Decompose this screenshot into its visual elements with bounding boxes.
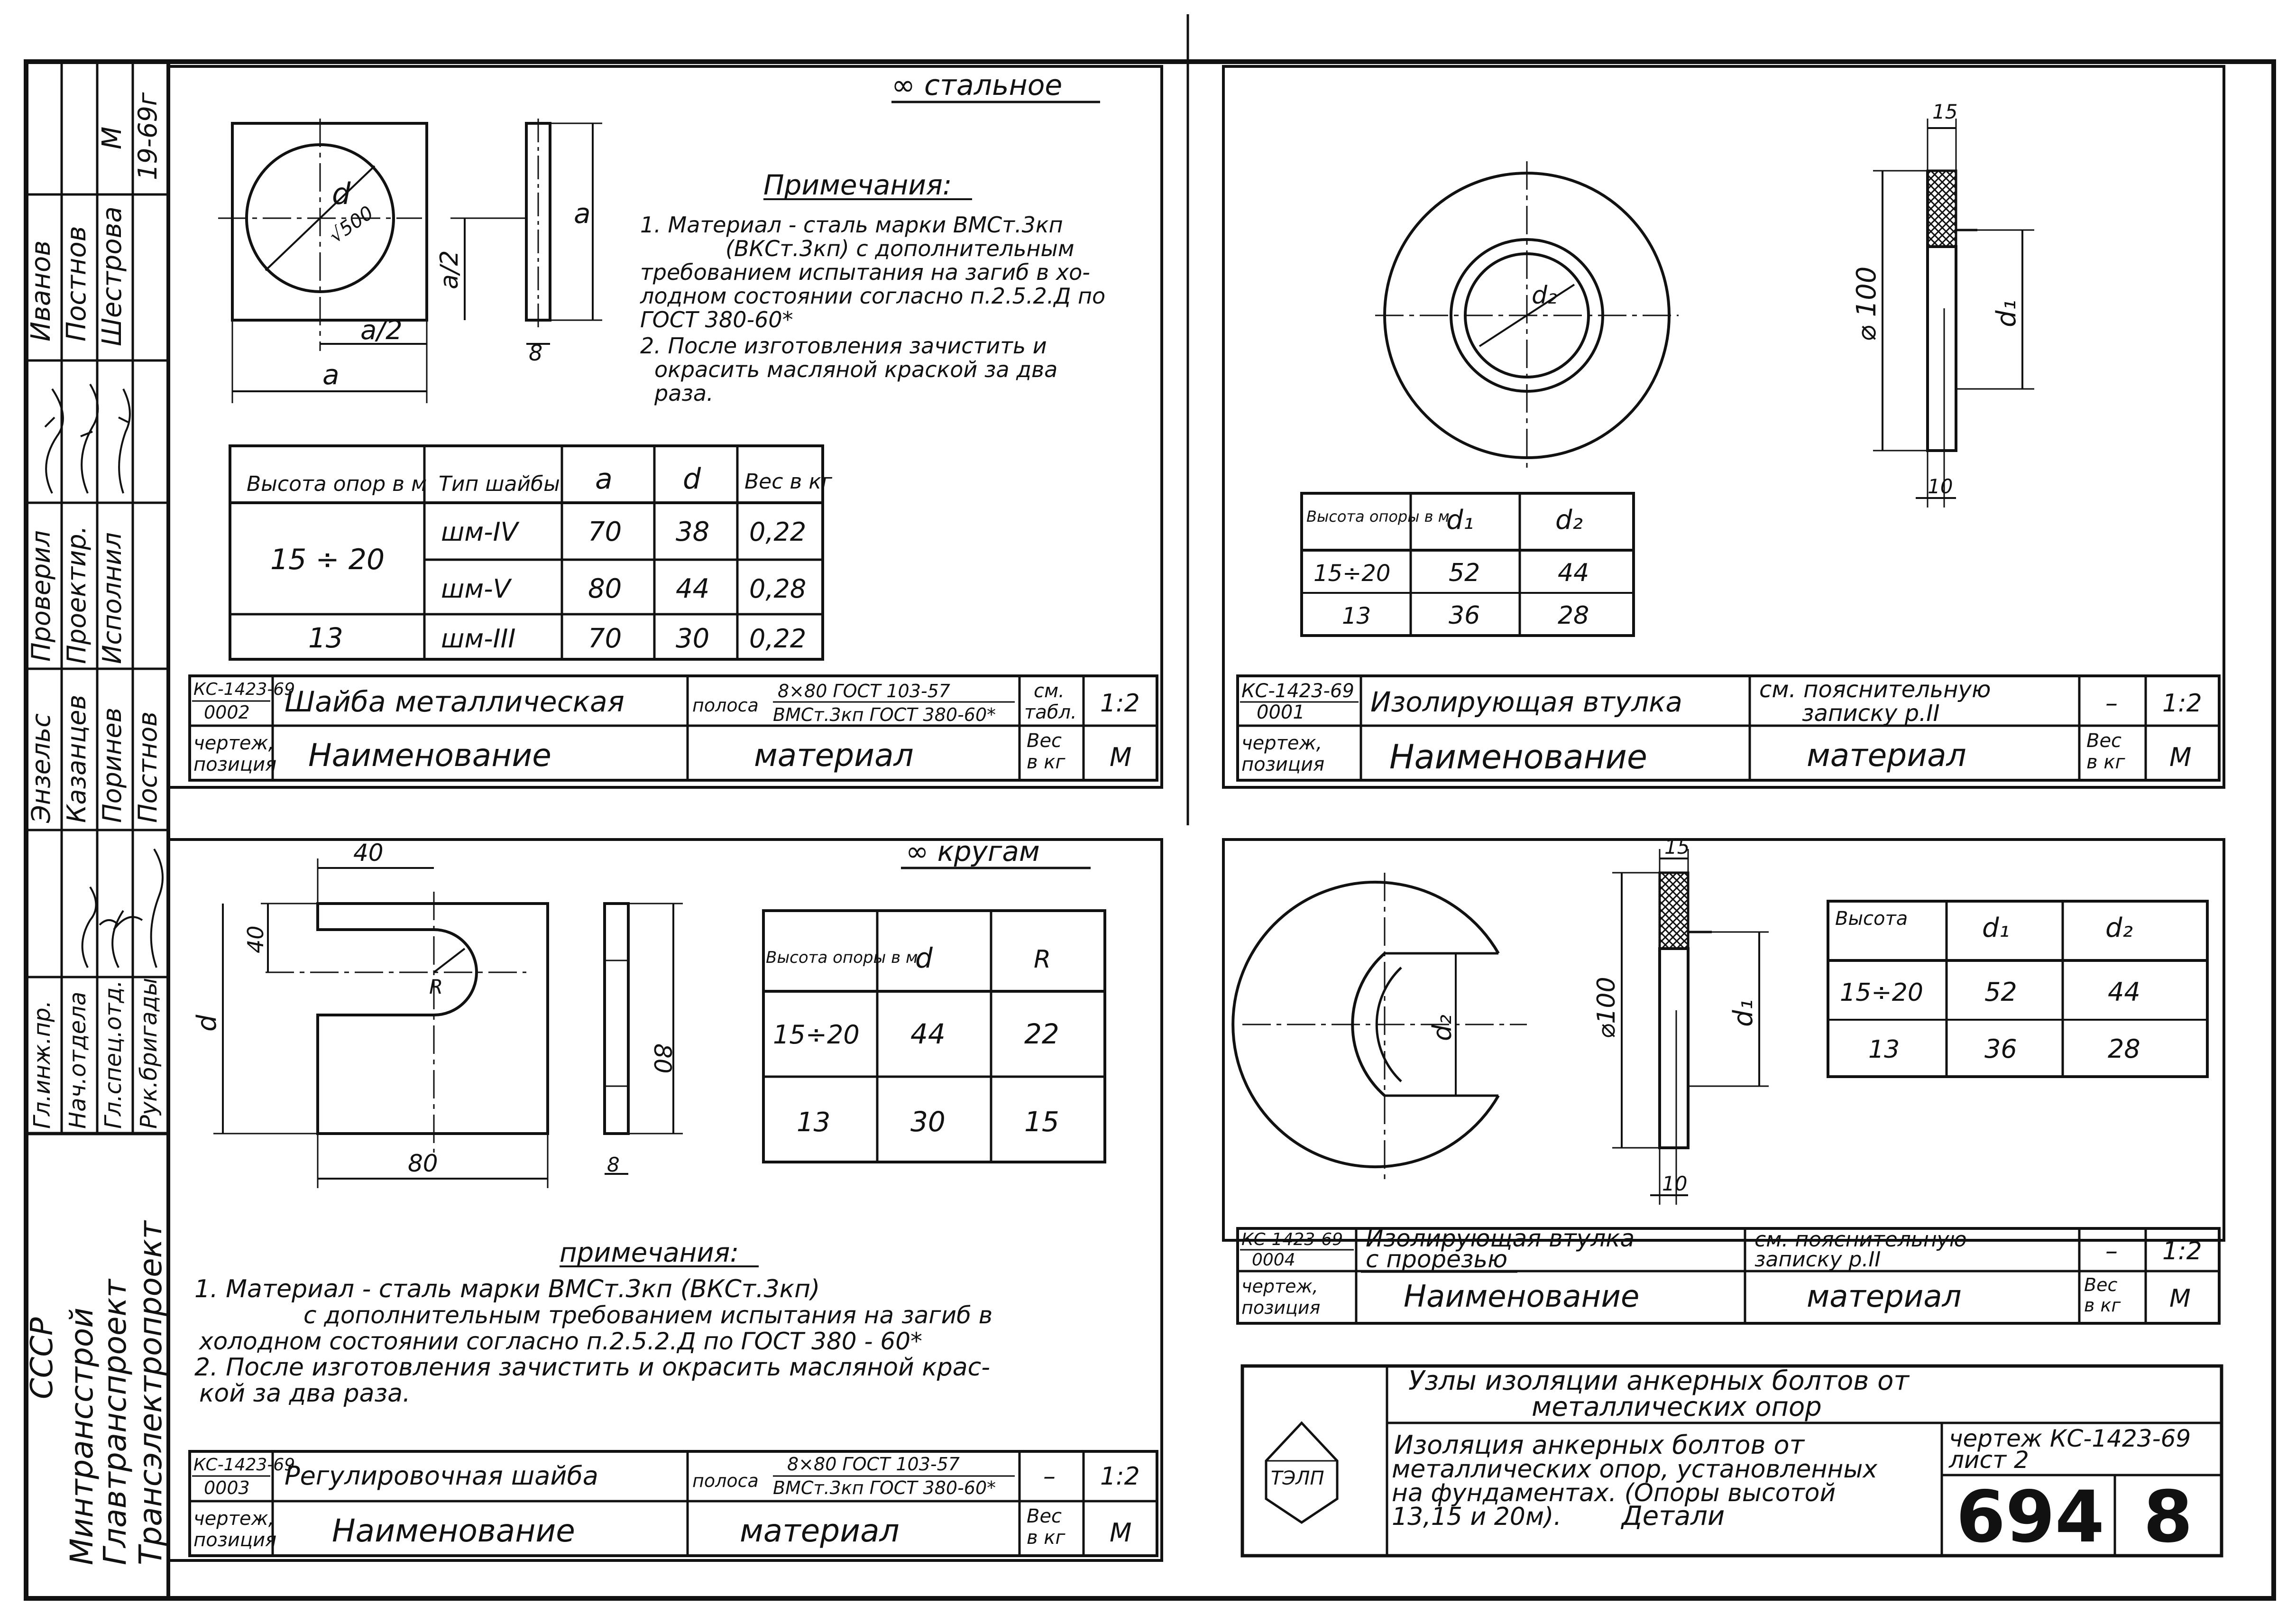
cell-r2-d1: 36 [1449,601,1480,630]
panel-insulating-bushing [1223,66,2224,787]
stamp-mat-prefix: полоса [692,695,759,716]
cell-r1-h: 15÷20 [773,1020,860,1050]
stamp-h1: чертеж, [1241,732,1322,754]
stamp-h-mat: материал [1807,1279,1962,1314]
stamp-scale: 1:2 [2162,689,2202,718]
strip-role-dept-head: Нач.отдела [64,991,91,1129]
cell-r1-type: шм-IV [441,517,518,547]
strip-role-executed: Исполнил [97,532,127,664]
stamp-h-name: Наименование [1389,738,1647,776]
stamp-h-w1: Вес [2084,1274,2118,1295]
album-number: 694 [1956,1476,2105,1559]
front-d2-label: d₂ [1427,1015,1457,1041]
stamp-h-sc: М [2169,742,2192,772]
note-line-8: раза. [654,380,714,406]
washer-side-view [435,119,602,366]
th-R: R [1034,945,1051,974]
dim-a-side: a [574,197,591,230]
th-type: Тип шайбы [439,472,560,496]
dim-a2-bottom: a/2 [360,315,403,346]
cell-r1-h: 15÷20 [1840,978,1923,1007]
strip-r1-c3: 19-69г [133,92,163,180]
organization-logo [1266,1423,1337,1522]
signature-1 [45,389,63,493]
strip-name-kazantsev: Казанцев [62,694,92,823]
dim-80-side: 80 [649,1043,676,1074]
dim-40-top: 40 [353,839,384,867]
stamp-h1: чертеж, [193,732,275,754]
stamp-scale: 1:2 [1100,689,1140,718]
cell-r2-type: шм-V [441,574,511,604]
stamp-code: КС-1423-69 [1241,1230,1343,1249]
cell-r1-d2: 44 [2108,977,2140,1007]
cell-r2-d: 44 [676,573,710,604]
note-line-7: окрасить масляной краской за два [654,357,1058,382]
th-d: d [915,942,933,974]
strip-role-designed: Проектир. [62,526,92,664]
cell-r2-d2: 28 [1558,601,1589,630]
th-height: Высота опоры в м [1306,508,1450,526]
stamp-h-mat: материал [740,1513,900,1549]
notes-block [640,169,1105,406]
bushing-front-view [1375,161,1679,470]
dim-10: 10 [1662,1172,1688,1195]
dim-15: 15 [1664,835,1690,858]
stamp-h1: чертеж, [1241,1276,1318,1297]
notes-title: Примечания: [763,169,952,201]
dim-a-bottom: a [322,359,340,391]
th-weight: Вес в кг [744,470,833,494]
bushing-section-view [1851,100,2034,508]
th-d: d [683,462,701,496]
cell-r1-d2: 44 [1558,559,1589,587]
cell-r1-d: 38 [676,517,710,547]
cell-r1-R: 22 [1024,1018,1059,1050]
dim-10: 10 [1928,475,1953,498]
cell-r3-type: шм-III [441,624,516,654]
desc-line-2: металлических опор, установленных [1392,1455,1878,1484]
strip-role-chief-spec: Гл.спец.отд. [100,980,127,1129]
main-title-block [1242,1366,2222,1559]
logo-text: ТЭЛП [1271,1467,1324,1489]
cell-r3-d: 30 [676,623,710,654]
org-mintransstroi: Минтрансстрой [64,1307,100,1565]
org-ussr: СССР [25,1317,60,1399]
dim-phi100: ⌀100 [1592,977,1621,1039]
cell-r1-d1: 52 [1984,977,2017,1007]
th-height: Высота опоры в м [766,948,918,967]
stamp-h-w1: Вес [1027,1505,1062,1527]
label-R: R [429,975,443,998]
th-d1: d₁ [1446,505,1474,535]
strip-name-ivanov: Иванов [26,240,56,341]
stamp-h2: позиция [193,754,277,775]
dim-d1-side: d₁ [1991,300,2022,327]
washer-size-table [230,446,833,659]
strip-name-postnov: Постнов [61,226,92,341]
cell-r1-d: 44 [910,1018,946,1050]
notes-title: примечания: [560,1237,739,1268]
dim-phi100: ⌀ 100 [1851,266,1882,341]
washer-front-view [218,119,427,403]
dim-15: 15 [1932,100,1958,123]
stamp-h-sc: М [1110,742,1132,772]
stamp-h-w2: в кг [1027,1527,1065,1549]
cell-r2-h: 13 [1342,603,1371,629]
stamp-scale: 1:2 [2162,1237,2202,1265]
signature-6 [151,849,163,968]
th-d1: d₁ [1982,913,2010,943]
cell-r1-a: 70 [588,517,622,547]
stamp-pos: 0002 [204,702,250,723]
note-line-1: 1. Материал - сталь марки ВМСт.3кп [640,212,1063,238]
stamp-pos: 0003 [204,1477,250,1498]
stamp-h-sc: М [2169,1284,2191,1313]
stamp-mat-1: см. пояснительную [1754,1227,1967,1252]
note-line-4: лодном состоянии согласно п.2.5.2.Д по [640,283,1106,309]
stamp-scale: 1:2 [1100,1462,1140,1491]
stamp-weight-2: табл. [1024,701,1077,723]
stamp-name: Шайба металлическая [285,685,625,719]
slotted-bushing-front [1233,873,1527,1181]
cell-r2-R: 15 [1024,1106,1059,1138]
slotted-bushing-section [1592,835,1769,1205]
desc-line-1: Изоляция анкерных болтов от [1394,1430,1805,1460]
strip-role-chief-eng: Гл.инж.пр. [29,1000,55,1129]
strip-role-team-lead: Рук.бригады [136,978,162,1129]
dim-40-left: 40 [243,925,268,953]
stamp-mat-2: записку р.II [1802,700,1940,727]
strip-name-postnov-2: Постнов [133,711,163,823]
stamp-h-mat: материал [1807,737,1966,774]
dim-80-bottom: 80 [408,1150,438,1177]
bushing-size-table [1302,493,1634,636]
stamp-h-w2: в кг [1027,751,1065,773]
signature-2 [81,384,98,493]
stamp-h-sc: М [1110,1518,1132,1548]
stamp-mat-top: 8×80 ГОСТ 103-57 [778,681,950,701]
stamp-h1: чертеж, [193,1508,275,1530]
stamp-h-w1: Вес [2086,730,2122,752]
strip-name-enzels: Энзельс [26,713,56,823]
slotted-washer-side [605,904,683,1176]
stamp-mat-bottom: ВМСт.3кп ГОСТ 380-60* [773,1477,996,1498]
signature-5 [112,911,142,968]
slotted-washer-front [192,839,548,1188]
stamp-mat-top: 8×80 ГОСТ 103-57 [787,1454,960,1475]
hole-dia-label: d [332,176,351,211]
stamp-mat-bottom: ВМСт.3кп ГОСТ 380-60* [773,704,996,725]
part-stamp-0001 [1238,676,2219,780]
cell-r1-w: 0,22 [749,517,807,547]
left-stamp-strip [25,62,169,1598]
dim-thickness: 8 [529,340,543,366]
cell-r3-w: 0,22 [749,624,807,654]
stamp-h2: позиция [1241,754,1325,775]
stamp-name: Изолирующая втулка [1370,686,1682,718]
desc-line-3: на фундаментах. (Опоры высотой [1392,1479,1836,1507]
stamp-pos: 0004 [1252,1250,1295,1270]
org-glavtransproekt: Главтранспроект [97,1279,133,1565]
part-stamp-0003 [190,1451,1157,1556]
corner-label: ∞ кругам [906,835,1040,867]
desc-line-4: 13,15 и 20м). [1392,1503,1561,1531]
note-line-3: требованием испытания на загиб в хо- [640,259,1090,285]
cell-r2-h: 13 [797,1107,831,1138]
stamp-h-w2: в кг [2084,1295,2121,1316]
drawing-code: чертеж КС-1423-69 [1949,1425,2191,1452]
note-line-1: 1. Материал - сталь марки ВМСт.3кп (ВКСт.3кп) [194,1275,820,1303]
strip-name-porinev: Поринев [97,707,127,823]
title-line-2: металлических опор [1532,1392,1822,1422]
stamp-mat-1: см. пояснительную [1759,676,1991,703]
stamp-code: КС-1423-69 [193,680,295,699]
adjusting-washer-table [763,911,1105,1162]
slotted-bushing-table [1828,901,2207,1077]
note-line-3: холодном состоянии согласно п.2.5.2.Д по ГОСТ 380 - 60* [199,1328,923,1355]
cell-group-height: 15 ÷ 20 [270,543,385,576]
stamp-name-2: с прорезью [1366,1246,1508,1273]
th-height: Высота [1835,908,1908,930]
note-line-4: 2. После изготовления зачистить и окрасить масляной крас- [194,1353,990,1382]
panel-slotted-bushing [1223,835,2224,1323]
strip-name-shestrova: Шестрова [97,206,128,346]
stamp-name-1: Изолирующая втулка [1366,1225,1635,1252]
cell-r2-h: 13 [1868,1035,1900,1064]
stamp-h-name: Наименование [1404,1279,1640,1314]
stamp-h-w1: Вес [1027,730,1062,752]
cell-r2-d2: 28 [2108,1034,2140,1064]
note-line-5: ГОСТ 380-60* [640,307,793,332]
part-stamp-0002 [190,676,1157,780]
front-d2-label: d₂ [1532,281,1557,310]
th-height: Высота опор в м [247,472,427,496]
cell-r2-a: 80 [588,573,622,604]
title-line-1: Узлы изоляции анкерных болтов от [1408,1366,1910,1396]
note-line-5: кой за два раза. [199,1379,411,1408]
dim-d1-side: d₁ [1728,999,1759,1027]
cell-r2-d1: 36 [1984,1034,2017,1064]
stamp-code: КС-1423-69 [1241,680,1354,702]
th-d2: d₂ [1555,505,1583,535]
stamp-weight: – [2105,1237,2118,1265]
note-line-6: 2. После изготовления зачистить и [640,333,1047,359]
org-transelektroproekt: Трансэлектропроект [132,1220,169,1565]
signature-3 [119,389,130,493]
dim-d-left: d [192,1015,222,1032]
note-line-2: с дополнительным требованием испытания на загиб в [303,1301,993,1329]
panel-metal-washer [168,66,1162,787]
cell-r3-a: 70 [588,623,622,654]
stamp-mat-2: записку р.II [1754,1247,1881,1272]
cell-r2-d: 30 [910,1106,946,1138]
dim-a2-side: a/2 [435,250,464,289]
cell-r1-d1: 52 [1449,559,1480,587]
stamp-weight-1: см. [1034,680,1065,702]
stamp-h2: позиция [1241,1297,1321,1318]
cell-r2-w: 0,28 [749,574,807,604]
panel-adjusting-washer [168,835,1162,1560]
roughness-label: √500 [325,202,378,248]
stamp-name: Регулировочная шайба [285,1461,598,1491]
stamp-mat-prefix: полоса [692,1470,759,1491]
stamp-weight: – [1043,1462,1056,1491]
strip-r1-c2: М [97,126,128,149]
stamp-pos: 0001 [1257,701,1305,723]
stamp-h-mat: материал [754,737,914,774]
notes-block [194,1237,992,1408]
dim-8: 8 [607,1153,620,1176]
stamp-weight: – [2105,689,2118,718]
th-d2: d₂ [2105,913,2133,943]
note-line-2: (ВКСт.3кп) с дополнительным [726,236,1075,261]
stamp-h-name: Наименование [308,737,551,774]
sheet-label: лист 2 [1949,1446,2029,1474]
stamp-code: КС-1423-69 [193,1455,295,1475]
desc-line-5: Детали [1622,1501,1725,1532]
strip-role-checked: Проверил [26,530,56,662]
stamp-h2: позиция [193,1529,277,1551]
sheet-number: 8 [2143,1476,2193,1559]
corner-label: ∞ стальное [891,69,1063,102]
cell-r1-h: 15÷20 [1313,560,1391,587]
stamp-h-name: Наименование [332,1513,575,1549]
cell-r3-height: 13 [308,622,343,654]
stamp-h-w2: в кг [2086,751,2125,773]
th-a: a [595,462,613,496]
